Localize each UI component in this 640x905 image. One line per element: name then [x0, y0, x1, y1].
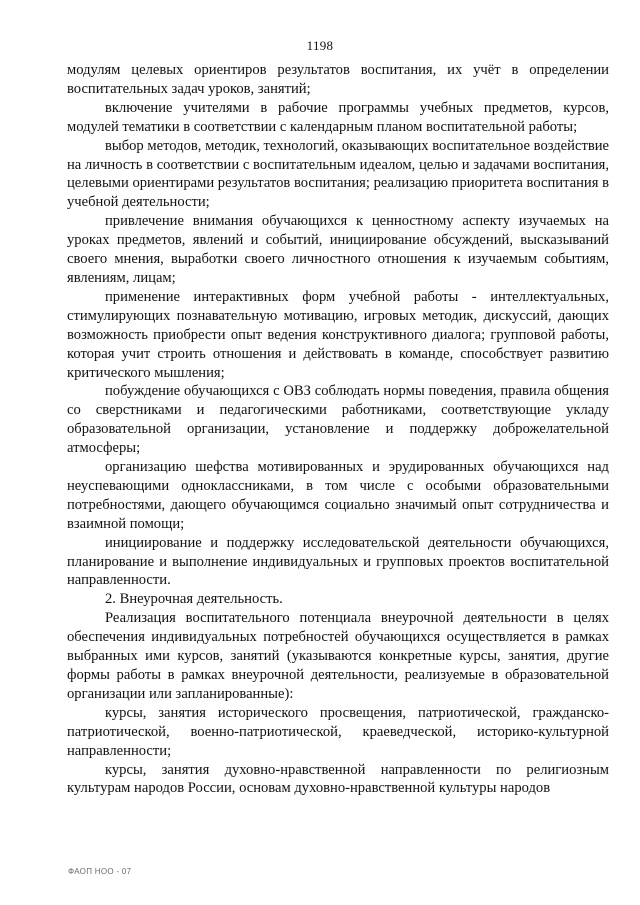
list-item-paragraph: включение учителями в рабочие программы учебных предметов, курсов, модулей тематики в соответствии с календарным планом воспитательной работы; [67, 99, 609, 135]
section-heading: 2. Внеурочная деятельность. [105, 591, 283, 608]
list-item-paragraph: инициирование и поддержку исследовательской деятельности обучающихся, планирование и выполнение индивидуальных и групповых проектов воспитательной направленности. [67, 534, 609, 589]
list-item-paragraph: курсы, занятия духовно-нравственной направленности по религиозным культурам народов России, основам духовно-нравственной культуры народов [67, 761, 609, 797]
list-item-paragraph: применение интерактивных форм учебной работы - интеллектуальных, стимулирующих познавательную мотивацию, игровых методик, дискуссий, дающих возможность приобрести опыт ведения конструктивного диалога; групповой работы, которая учит строить отношения и действовать в команде, способствует развитию критического мышления; [67, 288, 609, 381]
section-intro-paragraph: Реализация воспитательного потенциала внеурочной деятельности в целях обеспечения индивидуальных потребностей обучающихся осуществляется в рамках выбранных ими курсов, занятий (указываются конкретные курсы, занятия, другие формы работы в рамках внеурочной деятельности, реализуемые в образовательной организации или запланированные): [67, 610, 609, 702]
list-item-paragraph: организацию шефства мотивированных и эрудированных обучающихся над неуспевающими одноклассниками, в том числе с особыми образовательными потребностями, дающего обучающимся социально значимый опыт сотрудничества и взаимной помощи; [67, 459, 609, 532]
list-item-paragraph: привлечение внимания обучающихся к ценностному аспекту изучаемых на уроках предметов, явлений и событий, инициирование обсуждений, высказываний своего мнения, выработки своего личностного отношения к изучаемым событиям, явлениям, лицам; [67, 213, 609, 286]
paragraph-continuation: модулям целевых ориентиров результатов воспитания, их учёт в определении воспитательных задач уроков, занятий; [67, 62, 609, 97]
page-number: 1198 [306, 38, 334, 53]
document-body [67, 61, 609, 798]
list-item-paragraph: выбор методов, методик, технологий, оказывающих воспитательное воздействие на личность в соответствии с воспитательным идеалом, целью и задачами воспитания, целевыми ориентирами результатов воспитания; реализацию приоритета воспитания в учебной деятельности; [67, 137, 609, 211]
list-item-paragraph: побуждение обучающихся с ОВЗ соблюдать нормы поведения, правила общения со сверстниками и педагогическими работниками, соответствующие укладу образовательной организации, установление и поддержку доброжелательной атмосферы; [67, 383, 609, 457]
list-item-paragraph: курсы, занятия исторического просвещения, патриотической, гражданско-патриотической, военно-патриотической, краеведческой, историко-культурной направленности; [67, 704, 609, 759]
footer-document-code: ФАОП НОО - 07 [68, 867, 132, 876]
